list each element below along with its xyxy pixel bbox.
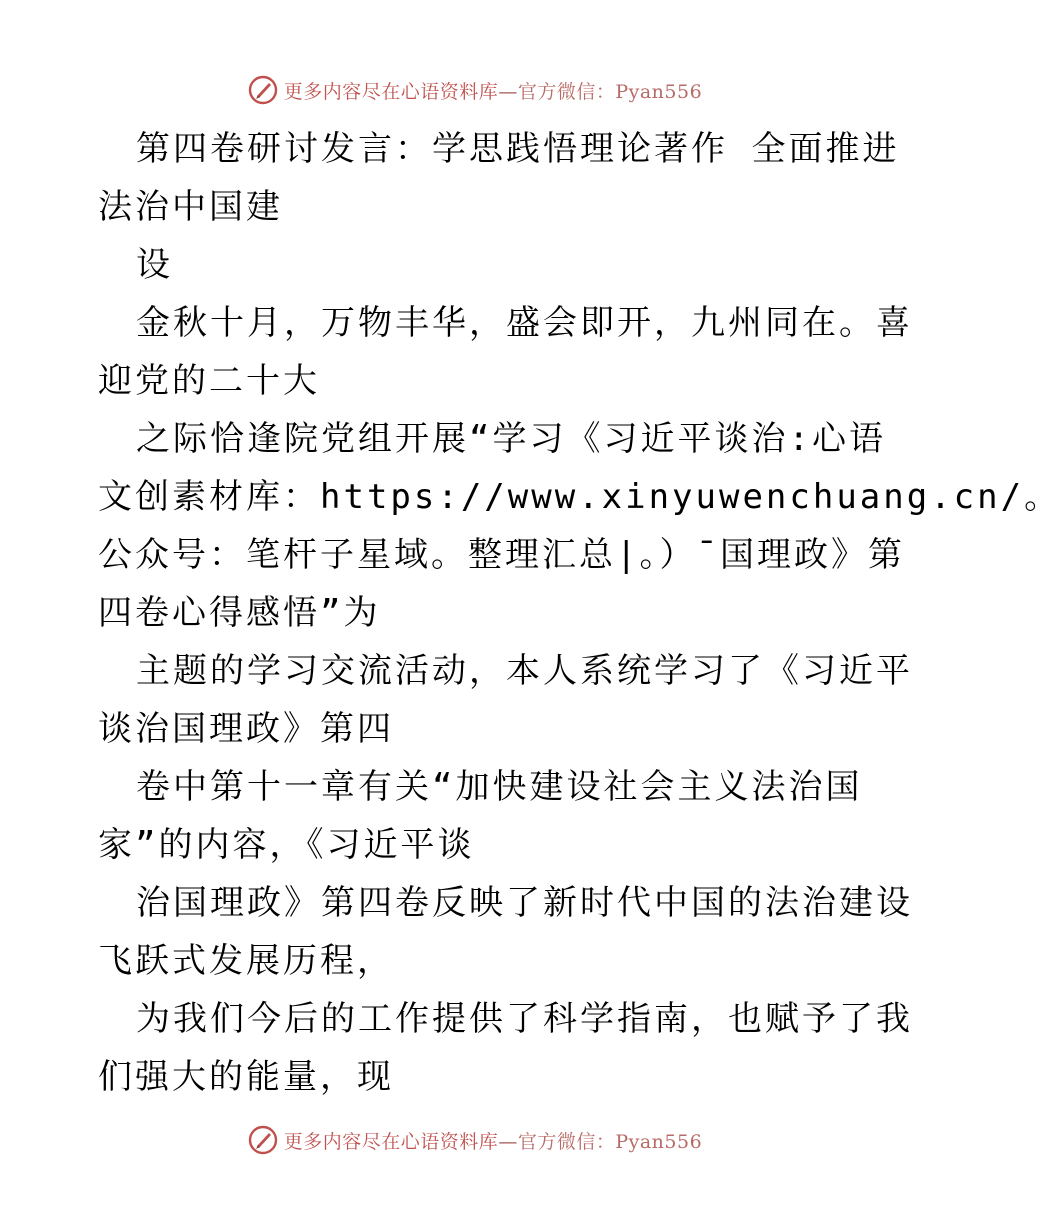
text-line: 设 [136, 245, 173, 285]
text-line: 卷中第十一章有关“加快建设社会主义法治国 [136, 767, 863, 807]
banner-official: 官方微信： [517, 80, 616, 103]
banner-handle: Pyan556 [615, 1130, 703, 1153]
banner-promo: 更多内容尽在心语资料库 [283, 80, 499, 103]
text-line: 飞跃式发展历程， [98, 941, 394, 981]
banner-text [284, 77, 702, 104]
text-line: 第四卷研讨发言：学思践悟理论著作 全面推进 [136, 129, 900, 169]
text-line: 治国理政》第四卷反映了新时代中国的法治建设 [136, 883, 913, 923]
text-line: 文创素材库：https://www.xinyuwenchuang.cn/。 [98, 477, 1061, 517]
text-line: 们强大的能量，现 [98, 1057, 394, 1097]
banner-handle: Pyan556 [615, 80, 703, 103]
text-line: 法治中国建 [98, 187, 283, 227]
text-line: 四卷心得感悟”为 [98, 593, 381, 633]
banner-official: 官方微信： [517, 1130, 616, 1153]
quill-logo-icon [248, 75, 278, 105]
text-line: 之际恰逢院党组开展“学习《习近平谈治:心语 [136, 419, 886, 459]
banner-dash: — [498, 1130, 518, 1153]
text-line: 为我们今后的工作提供了科学指南，也赋予了我 [136, 999, 913, 1039]
banner-dash: — [498, 80, 518, 103]
banner-text [284, 1127, 702, 1154]
text-line: 公众号：笔杆子星域。整理汇总|。）¯国理政》第 [98, 535, 905, 575]
text-line: 家”的内容，《习近平谈 [98, 825, 475, 865]
article-body [98, 120, 1061, 1106]
text-line: 谈治国理政》第四 [98, 709, 394, 749]
text-line: 迎党的二十大 [98, 361, 320, 401]
text-line: 主题的学习交流活动，本人系统学习了《习近平 [136, 651, 913, 691]
header-banner [0, 70, 950, 110]
footer-banner [0, 1120, 950, 1160]
banner-promo: 更多内容尽在心语资料库 [283, 1130, 499, 1153]
quill-logo-icon [248, 1125, 278, 1155]
text-line: 金秋十月，万物丰华，盛会即开，九州同在。喜 [136, 303, 913, 343]
